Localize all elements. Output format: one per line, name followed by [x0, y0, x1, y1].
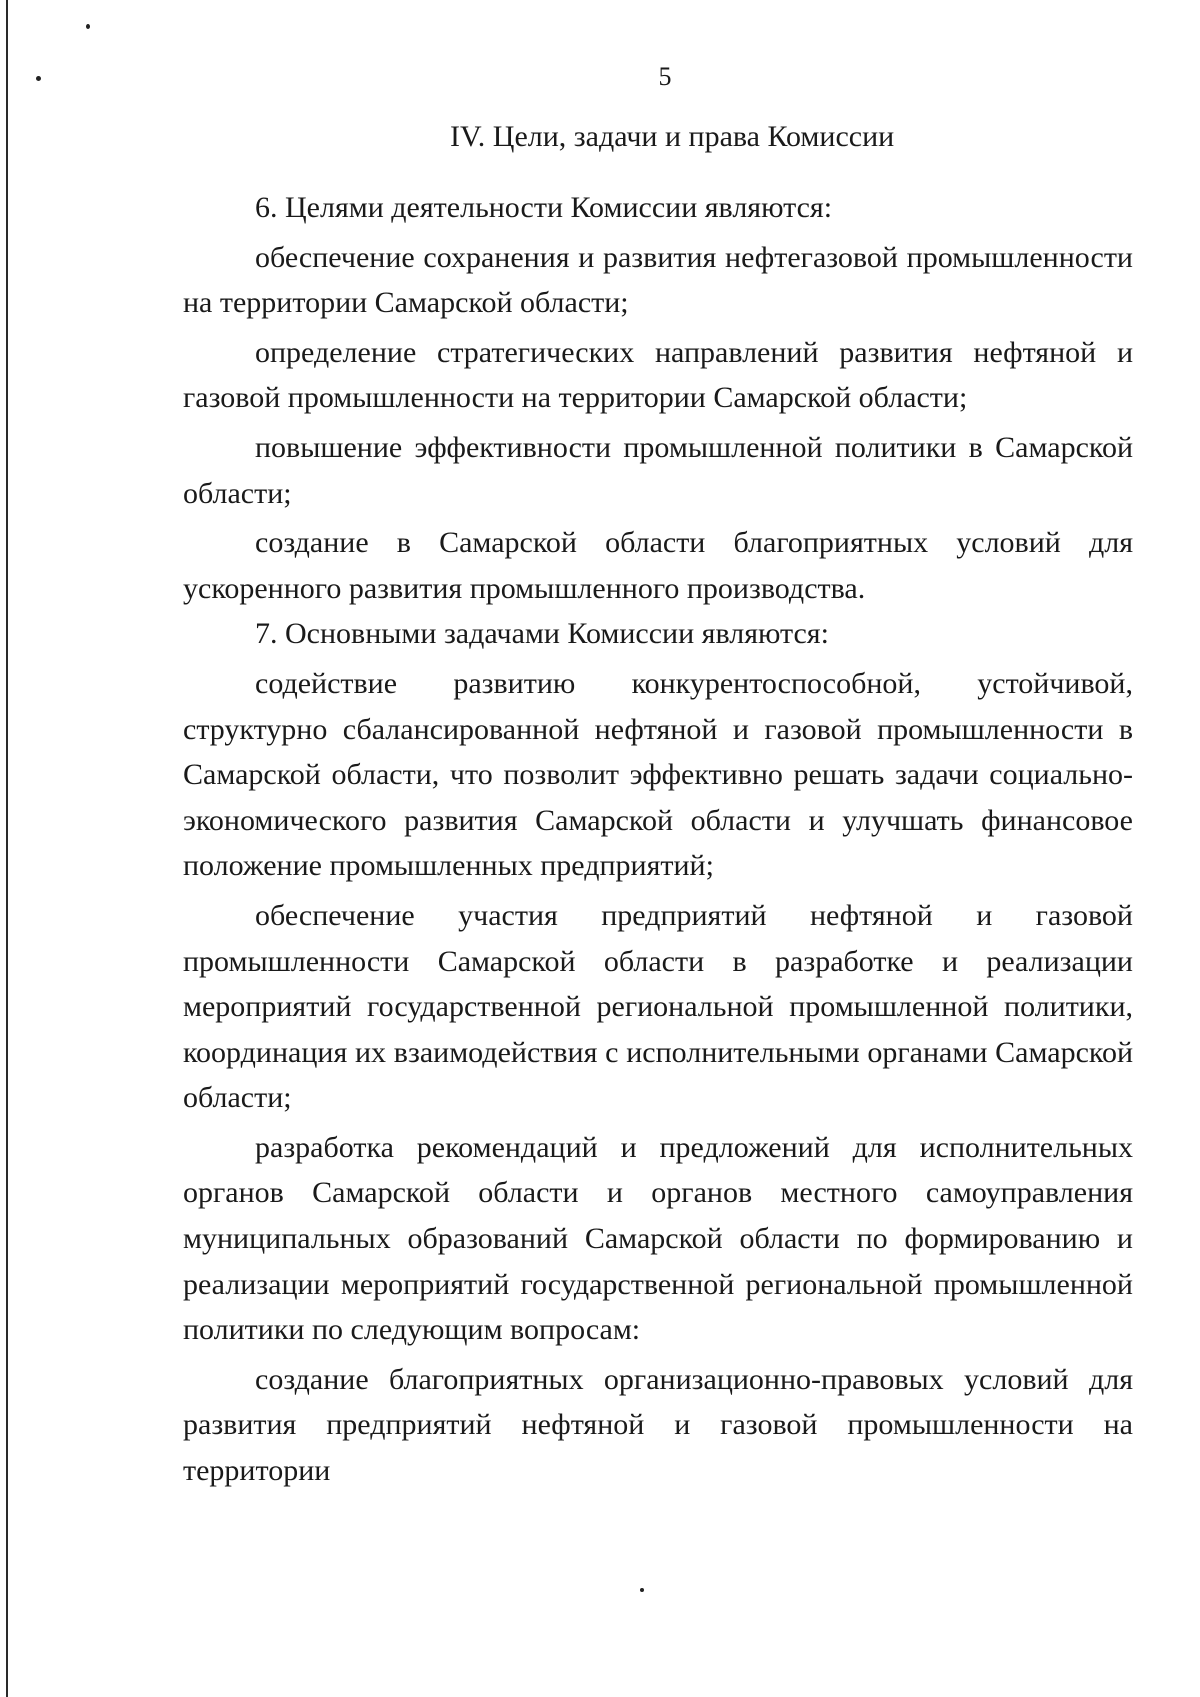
page-number: 5	[658, 62, 672, 91]
scan-edge-line	[6, 0, 8, 1697]
section-title: IV. Цели, задачи и права Комиссии	[450, 120, 895, 153]
document-body	[183, 185, 1133, 1494]
scan-speck	[36, 76, 41, 81]
paragraph-goals-heading: 6. Целями деятельности Комиссии являются:	[255, 191, 833, 224]
paragraph-goal-3: повышение эффективности промышленной политики в Самарской области;	[183, 430, 1133, 510]
paragraph-tasks-heading: 7. Основными задачами Комиссии являются:	[255, 617, 829, 651]
paragraph-goal-1: обеспечение сохранения и развития нефтегазовой промышленности на территории Самарской области;	[183, 240, 1133, 320]
paragraph-task-2: обеспечение участия предприятий нефтяной и газовой промышленности Самарской области в разработке и реализации мероприятий государственной региональной промышленной политики, координация их взаимодействия с исполнительными органами Самарской области;	[183, 898, 1133, 1115]
paragraph-task-3-item-1: создание благоприятных организационно-правовых условий для развития предприятий нефтяной и газовой промышленности на территории	[183, 1362, 1133, 1488]
paragraph-task-1: содействие развитию конкурентоспособной, устойчивой, структурно сбалансированной нефтяной и газовой промышленности в Самарской области, что позволит эффективно решать задачи социально-экономического развития Самарской области и улучшать финансовое положение промышленных предприятий;	[183, 666, 1133, 883]
paragraph-task-3: разработка рекомендаций и предложений для исполнительных органов Самарской области и органов местного самоуправления муниципальных образований Самарской области по формированию и реализации мероприятий государственной региональной промышленной политики по следующим вопросам:	[183, 1130, 1133, 1347]
scan-speck	[86, 24, 90, 29]
paragraph-goal-4: создание в Самарской области благоприятных условий для ускоренного развития промышленного производства.	[183, 526, 1133, 605]
paragraph-goal-2: определение стратегических направлений развития нефтяной и газовой промышленности на территории Самарской области;	[183, 335, 1133, 415]
scan-speck	[640, 1588, 644, 1592]
